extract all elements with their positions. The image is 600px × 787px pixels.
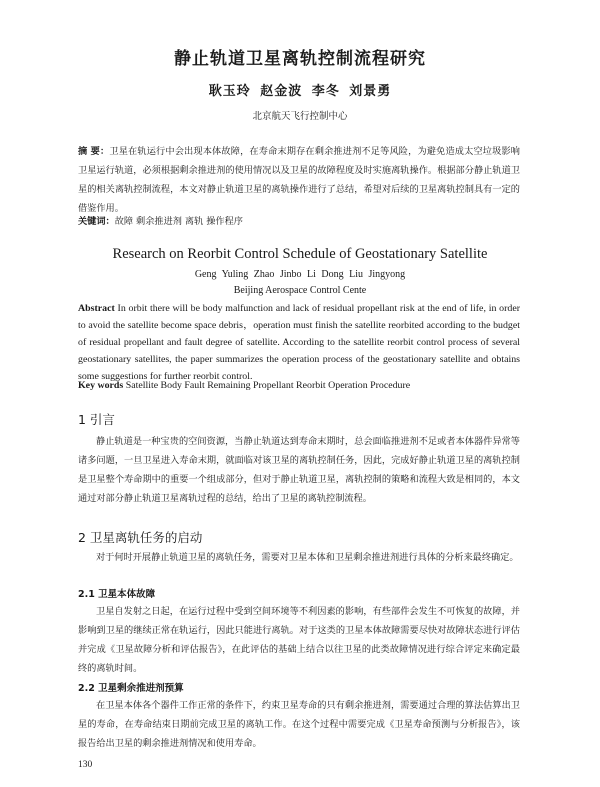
section-1-heading: 1 引言 — [78, 412, 115, 427]
keywords-en-text: Satellite Body Fault Remaining Propellant Reorbit Operation Procedure — [123, 380, 411, 391]
abstract-cn-text: 卫星在轨运行中会出现本体故障，在寿命末期存在剩余推进剂不足等风险，为避免造成太空垃圾影响卫星运行轨道，必须根据剩余推进剂的使用情况以及卫星的故障程度及时实施离轨操作。根据部分静止轨道卫星的相关离轨控制流程，本文对静止轨道卫星的离轨操作进行了总结，希望对后续的卫星离轨控制具有一定的借鉴作用。 — [78, 146, 520, 214]
section-2-2-text: 在卫星本体各个器件工作正常的条件下，约束卫星寿命的只有剩余推进剂，需要通过合理的算法估算出卫星的寿命，在寿命结束日期前完成卫星的离轨工作。在这个过程中需要完成《卫星寿命预测与分析报告》，该报告给出卫星的剩余推进剂情况和使用寿命。 — [78, 700, 520, 749]
section-2-1-text: 卫星自发射之日起，在运行过程中受到空间环境等不利因素的影响，有些部件会发生不可恢复的故障，并影响到卫星的继续正常在轨运行，因此只能进行离轨。对于这类的卫星本体故障需要尽快对故障状态进行评估并完成《卫星故障分析和评估报告》，在此评估的基础上结合以往卫星的此类故障情况进行综合评定来确定最终的离轨时间。 — [78, 606, 520, 674]
abstract-en — [78, 300, 520, 385]
keywords-en — [78, 377, 520, 394]
abstract-cn-label: 摘 要： — [78, 146, 110, 157]
page-number: 130 — [78, 760, 93, 770]
affiliation-en: Beijing Aerospace Control Cente — [233, 285, 367, 296]
section-2-text: 对于何时开展静止轨道卫星的离轨任务，需要对卫星本体和卫星剩余推进剂进行具体的分析来最终确定。 — [96, 552, 519, 563]
abstract-en-text: In orbit there will be body malfunction and lack of residual propellant risk at the end of life, in order to avoid the satellite become space debris，operation must finish the satellite reorbited according to the budget of residual propellant and fault degree of satellite. According to the satellite reorbit control process of several geostationary satellites, the paper summarizes the operation process of the geostationary satellite and obtains some suggestions for further reorbit control. — [78, 303, 520, 382]
keywords-cn-text: 故障 剩余推进剂 离轨 操作程序 — [114, 216, 243, 227]
authors-cn: 耿玉玲 赵金波 李冬 刘景勇 — [208, 84, 392, 99]
section-1-text: 静止轨道是一种宝贵的空间资源，当静止轨道达到寿命末期时，总会面临推进剂不足或者本体器件异常等诸多问题，一旦卫星进入寿命末期，就面临对该卫星的离轨控制任务，因此，完成好静止轨道卫星的离轨控制是卫星整个寿命期中的重要一个组成部分，但对于静止轨道卫星，离轨控制的策略和流程大致是相同的，本文通过对部分静止轨道卫星离轨过程的总结，给出了卫星的离轨控制流程。 — [78, 436, 520, 504]
paper-title-en: Research on Reorbit Control Schedule of Geostationary Satellite — [112, 246, 488, 262]
keywords-en-label: Key words — [78, 380, 124, 391]
paper-title-cn: 静止轨道卫星离轨控制流程研究 — [174, 49, 426, 69]
section-2-2-heading: 2.2 卫星剩余推进剂预算 — [78, 683, 184, 694]
affiliation-cn: 北京航天飞行控制中心 — [252, 111, 348, 122]
authors-en: Geng Yuling Zhao Jinbo Li Dong Liu Jingyong — [194, 269, 406, 280]
section-2-1-heading: 2.1 卫星本体故障 — [78, 589, 156, 600]
keywords-cn-label: 关键词： — [78, 216, 115, 227]
keywords-cn — [78, 212, 520, 231]
section-2-heading: 2 卫星离轨任务的启动 — [78, 530, 203, 545]
abstract-cn — [78, 142, 520, 218]
abstract-en-label: Abstract — [78, 303, 115, 314]
